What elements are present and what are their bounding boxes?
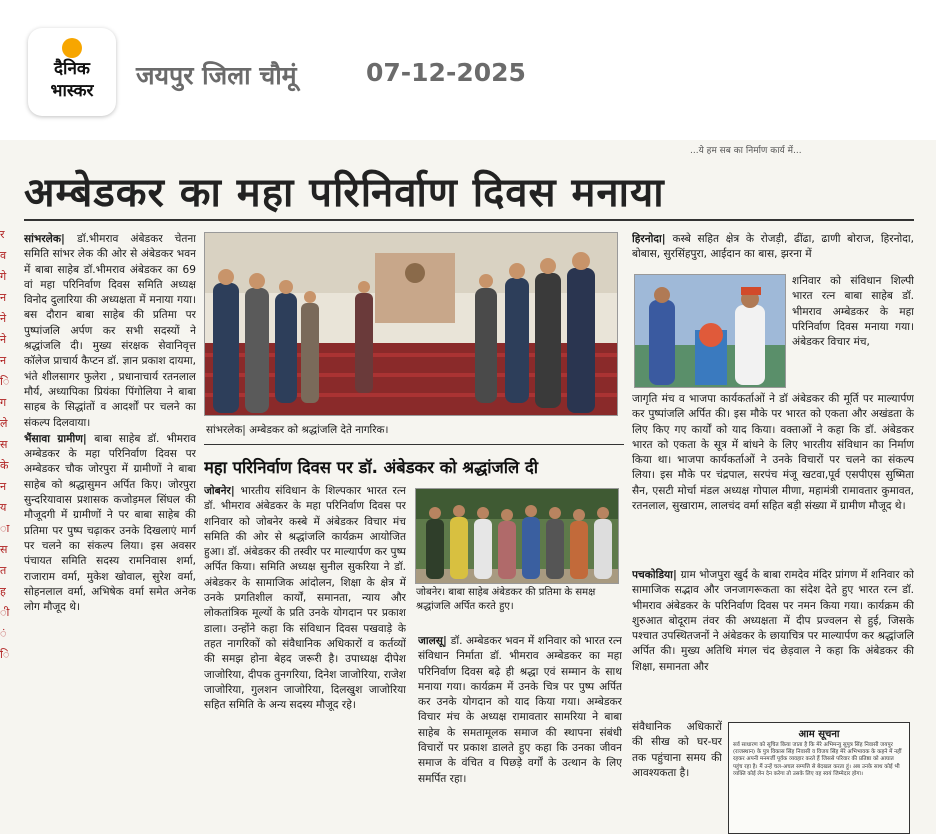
edition-location: जयपुर जिला चौमूं	[136, 61, 297, 90]
edge-letter: न	[0, 354, 7, 367]
app-header	[0, 0, 936, 140]
edge-letter: ह	[0, 585, 6, 598]
dateline: भैंसावा ग्रामीण	[24, 432, 83, 445]
hirnoda-report-side	[792, 274, 914, 392]
edge-letter: ग	[0, 396, 7, 409]
photo-jobner-tribute[interactable]	[415, 488, 619, 584]
cut-off-top-note: ...ये हम सब का निर्माण कार्य में...	[690, 146, 802, 156]
edge-letter: ने	[0, 333, 7, 346]
dateline: जोबनेर	[204, 485, 231, 497]
bhaisawa-report: भैंसावा ग्रामीण| बाबा साहेब डॉ. भीमराव अम्बेडकर के महा परिनिर्वाण दिवस पर अम्बेडकर चौक जोरपुरा में ग्रामीणों ने बाबा साहेब को श्रद्धासुमन अर्पित किए। जोरपुरा सुन्दरियावास प्रशासक कजोड़मल सिंघल की मौजूदगी में ग्रामीणों ने पर बाबा साहेब की प्रतिमा पर पुष्प चढ़ाकर उनके दिखलाएं मार्ग पर चलने का संकल्प लिया। इस अवसर पंचायत समिति सदस्य रामनिवास शर्मा, राजाराम वर्मा, मुकेश खोवाल, सुरेश वर्मा, सोहनलाल वर्मा, अभिषेक वर्मा समेत अनेक लोग मौजूद थे।	[24, 432, 196, 614]
report-text: बाबा साहेब डॉ. भीमराव अम्बेडकर के महा परिनिर्वाण दिवस पर अम्बेडकर चौक जोरपुरा में ग्रामीणों ने बाबा साहेब को श्रद्धासुमन अर्पित किए। जोरपुरा सुन्दरियावास प्रशासक कजोड़मल सिंघल की मौजूदगी में ग्रामीणों ने पर बाबा साहेब की प्रतिमा पर पुष्प चढ़ाकर उनके दिखलाएं मार्ग पर चलने का संकल्प लिया। इस अवसर पंचायत समिति सदस्य रामनिवास शर्मा, राजाराम वर्मा, मुकेश खोवाल, सुरेश वर्मा, सोहनलाल वर्मा, अभिषेक वर्मा समेत अनेक लोग मौजूद थे।	[24, 432, 196, 614]
group-photo-illustration	[205, 233, 618, 416]
dainik-bhaskar-logo[interactable]	[28, 28, 116, 116]
logo-text-line2: भास्कर	[50, 81, 94, 101]
edge-letter: न	[0, 480, 7, 493]
edge-letter: स	[0, 543, 8, 556]
logo-text-line1: दैनिक	[54, 59, 90, 79]
edge-letter: ले	[0, 417, 8, 430]
report-text: भारतीय संविधान के शिल्पकार भारत रत्न डॉ. भीमराव अंबेडकर के महा परिनिर्वाण दिवस पर शनिवार को जोबनेर कस्बे में अंबेडकर विचार मंच समिति की ओर से श्रद्धांजलि कार्यक्रम आयोजित हुआ। डॉ. अंबेडकर की तस्वीर पर माल्यार्पण कर पुष्प अर्पित किया। समिति अध्यक्ष सुनील सुकरिया ने डॉ. अंबेडकर के सामाजिक आंदोलन, शिक्षा के क्षेत्र में उनके प्रगतिशील कार्यों, समानता, न्याय और लोकतांत्रिक मूल्यों के प्रति उनके योगदान पर प्रकाश डाला। उन्होंने कहा कि संविधान दिवस पखवाड़े के तहत नागरिकों को संवैधानिक अधिकारों व कर्तव्यों की समझ होना बेहद जरूरी है। उपाध्यक्ष दीपेश जाजोरिया, दीपक तुनगरिया, दिनेश जाजोरिया, राजेश जाजोरिया, गुलशन जाजोरिया, दिलखुश जाजोरिया सहित समिति के अन्य सदस्य मौजूद रहे।	[204, 485, 406, 712]
hirnoda-report-body	[632, 392, 914, 568]
report-text: संवैधानिक अधिकारों की सीख को घर-घर तक पहुंचाना समय की आवश्यकता है।	[632, 721, 722, 779]
section-rule	[204, 444, 624, 445]
dateline: जालसू	[418, 635, 443, 647]
edge-letter: ी	[0, 606, 10, 619]
report-text: ग्राम भोजपुरा खुर्द के बाबा रामदेव मंदिर प्रांगण में शनिवार को सामाजिक सद्भाव और जनजागरूकता का संदेश देते हुए भारत रत्न डॉ. भीमराव अंबेडकर के परिनिर्वाण दिवस पर नमन किया गया। कार्यक्रम की शुरुआत बोदूराम तंवर की अध्यक्षता में दीप प्रज्वलन से हुई, जिसके पश्चात उपस्थितजनों ने अंबेडकर के छायाचित्र पर माल्यार्पण कर श्रद्धांजलि अर्पित की। मुख्य अतिथि मंगल चंद छेड़वाल ने कहा कि अंबेडकर की शिक्षा, समानता और	[632, 569, 914, 673]
edge-letter: र	[0, 228, 5, 241]
public-notice-box	[728, 722, 910, 834]
pachkodiya-report: पचकोडिया| ग्राम भोजपुरा खुर्द के बाबा रामदेव मंदिर प्रांगण में शनिवार को सामाजिक सद्भाव और जनजागरूकता का संदेश देते हुए भारत रत्न डॉ. भीमराव अंबेडकर के परिनिर्वाण दिवस पर नमन किया गया। कार्यक्रम की शुरुआत बोदूराम तंवर की अध्यक्षता में दीप प्रज्वलन से हुई, जिसके पश्चात उपस्थितजनों ने अंबेडकर के छायाचित्र पर माल्यार्पण कर श्रद्धांजलि अर्पित की। मुख्य अतिथि मंगल चंद छेड़वाल ने कहा कि अंबेडकर की शिक्षा, समानता और	[632, 569, 914, 673]
sub-headline: महा परिनिर्वाण दिवस पर डॉ. अंबेडकर को श्रद्धांजलि दी	[204, 458, 539, 477]
report-text: शनिवार को संविधान शिल्पी भारत रत्न बाबा साहेब डॉ. भीमराव अम्बेडकर के महा परिनिर्वाण दिवस मनाया गया। अंबेडकर विचार मंच,	[792, 275, 914, 349]
group-photo-illustration	[416, 489, 619, 584]
edge-letter: के	[0, 459, 9, 472]
jalsu-report: जालसू| डॉ. अम्बेडकर भवन में शनिवार को भारत रत्न संविधान निर्माता डॉ. भीमराव अम्बेडकर का महा परिनिर्वाण दिवस बढ़े ही श्रद्धा एवं सम्मान के साथ मनाया गया। कार्यक्रम में उनके चित्र पर पुष्प अर्पित कर उनके योगदान को याद किया गया। अम्बेडकर विचार मंच के अध्यक्ष रामावतार सामरिया ने बाबा साहेब के समतामूलक समाज की स्थापना संबंधी विचारों पर प्रकाश डालते हुए कहा कि उनका जीवन समाज के वंचित व पिछड़े वर्गों के उत्थान के लिए समर्पित रहा।	[418, 635, 622, 785]
edge-letter: ि	[0, 648, 10, 661]
report-text: डॉ.भीमराव अंबेडकर चेतना समिति सांभर लेक की ओर से अंबेडकर भवन में बाबा साहेब डॉ.भीमराव अंबेडकर का 69 वां महा परिनिर्वाण दिवस समिति अध्यक्ष विनोद दुलारिया की अध्यक्षता में मनाया गया।बस दौरान बाबा साहेब की प्रतिमा पर पुष्पांजलि अर्पण कर सभी सदस्यों ने श्रद्धांजलि दी। मुख्य संरक्षक सेवानिवृत्त कॉलेज प्राचार्य कैप्टन डॉ. ज्ञान प्रकाश दायमा, भंते शीलसागर फुलेरा , प्रधानाचार्य रतनलाल मौर्य, अध्यापिका प्रियंका पिंगोलिया ने बाबा साहब के सिद्धांतों व आदर्शों पर चलने का संकल्प दिलवाया।	[24, 233, 196, 429]
jobner-report: जोबनेर| भारतीय संविधान के शिल्पकार भारत रत्न डॉ. भीमराव अंबेडकर के महा परिनिर्वाण दिवस पर शनिवार को जोबनेर कस्बे में अंबेडकर विचार मंच समिति की ओर से श्रद्धांजलि कार्यक्रम आयोजित हुआ। डॉ. अंबेडकर की तस्वीर पर माल्यार्पण कर पुष्प अर्पित किया। समिति अध्यक्ष सुनील सुकरिया ने डॉ. अंबेडकर के सामाजिक आंदोलन, शिक्षा के क्षेत्र में उनके प्रगतिशील कार्यों, समानता, न्याय और लोकतांत्रिक मूल्यों के प्रति उनके योगदान पर प्रकाश डाला। उन्होंने कहा कि संविधान दिवस पखवाड़े के तहत नागरिकों को संवैधानिक अधिकारों व कर्तव्यों की समझ होना बेहद जरूरी है। उपाध्यक्ष दीपेश जाजोरिया, दीपक तुनगरिया, दिनेश जाजोरिया, राजेश जाजोरिया, गुलशन जाजोरिया, दिलखुश जाजोरिया सहित समिति के अन्य सदस्य मौजूद रहे।	[204, 485, 406, 712]
edge-letter: गे	[0, 270, 7, 283]
photo-sambhar-tribute[interactable]	[204, 232, 618, 416]
statue-photo-illustration	[635, 275, 786, 388]
dateline: सांभरलेक	[24, 233, 62, 245]
pachkodiya-report-end	[632, 720, 722, 830]
column-left	[24, 232, 196, 830]
edge-letter: व	[0, 249, 7, 262]
sambhar-report: सांभरलेक| डॉ.भीमराव अंबेडकर चेतना समिति सांभर लेक की ओर से अंबेडकर भवन में बाबा साहेब डॉ.भीमराव अंबेडकर का 69 वां महा परिनिर्वाण दिवस समिति अध्यक्ष विनोद दुलारिया की अध्यक्षता में मनाया गया।बस दौरान बाबा साहेब की प्रतिमा पर पुष्पांजलि अर्पण कर सभी सदस्यों ने श्रद्धांजलि दी। मुख्य संरक्षक सेवानिवृत्त कॉलेज प्राचार्य कैप्टन डॉ. ज्ञान प्रकाश दायमा, भंते शीलसागर फुलेरा , प्रधानाचार्य रतनलाल मौर्य, अध्यापिका प्रियंका पिंगोलिया ने बाबा साहब के सिद्धांतों व आदर्शों पर चलने का संकल्प दिलवाया।	[24, 233, 196, 429]
edge-letter: त	[0, 564, 7, 577]
edge-letter: ि	[0, 375, 10, 388]
hirnoda-report-intro: हिरनोदा| कस्बे सहित क्षेत्र के रोजड़ी, ढींढा, ढाणी बोराज, हिरनोदा, बोबास, सुरसिंहपुरा, आईदान का बास, झरना में	[632, 233, 914, 261]
headline-rule	[24, 219, 914, 221]
edition-date: 07-12-2025	[366, 58, 526, 87]
notice-title: आम सूचना	[798, 729, 840, 740]
photo-caption: सांभरलेक| अम्बेडकर को श्रद्धांजलि देते नागरिक।	[206, 424, 389, 436]
edge-letter: य	[0, 501, 7, 514]
edge-letter: ने	[0, 312, 7, 325]
cut-off-column-left	[0, 224, 12, 694]
notice-body: सर्व साधारण को सूचित किया जाता है कि मेरे अभिमन्यु सुपुत्र सिंह निवासी जयपुर (राजस्थान) के पुत्र विकास सिंह निवासी व विजय सिंह मेरे अभिभावक के कहने में नहीं रहकर अपनी मनमर्जी पूर्वक व्यवहार करते हैं जिससे परिवार की प्रतिष्ठा को आघात पहुंच रहा है। मैं उन्हें चल-अचल सम्पत्ति से बेदखल करता हूं। अब उनके साथ कोई भी व्यक्ति कोई लेन देन करेगा तो उसके लिए वह स्वयं जिम्मेदार होगा।	[733, 742, 902, 777]
report-text: डॉ. अम्बेडकर भवन में शनिवार को भारत रत्न संविधान निर्माता डॉ. भीमराव अम्बेडकर का महा परिनिर्वाण दिवस बढ़े ही श्रद्धा एवं सम्मान के साथ मनाया गया। कार्यक्रम में उनके चित्र पर पुष्प अर्पित कर उनके योगदान को याद किया गया। अम्बेडकर विचार मंच के अध्यक्ष रामावतार सामरिया ने बाबा साहेब के समतामूलक समाज की स्थापना संबंधी विचारों पर प्रकाश डालते हुए कहा कि उनका जीवन समाज के वंचित व पिछड़े वर्गों के उत्थान के लिए समर्पित रहा।	[418, 635, 622, 785]
edge-letter: ा	[0, 522, 10, 535]
edge-letter: स	[0, 438, 8, 451]
main-headline: अम्बेडकर का महा परिनिर्वाण दिवस मनाया	[24, 169, 665, 216]
dateline: हिरनोदा	[632, 233, 662, 245]
dateline: पचकोडिया	[632, 569, 673, 581]
photo-caption: जोबनेर। बाबा साहेब अंबेडकर की प्रतिमा के समक्ष श्रद्धांजलि अर्पित करते हुए।	[416, 587, 596, 612]
edge-letter: न	[0, 291, 7, 304]
edge-letter: ं	[0, 627, 7, 640]
report-text: जागृति मंच व भाजपा कार्यकर्ताओं ने डॉ अंबेडकर की मूर्ति पर माल्यार्पण कर पुष्पांजलि अर्पित की। इस मौके पर भारत को एकता और अखंडता के लिए किए गए कार्यों को याद किया। वक्ताओं ने कहा कि डॉ. अंबेडकर भारत को एकता के सूत्र में बांधने के लिए भारतीय संविधान का निर्माण किया था। भाजपा कार्यकर्ताओं ने उनके विचारों पर चलने का संकल्प लिया। इस मौके पर चंद्रपाल, सरपंच मंजू खटवा,पूर्व एसपीएस सुष्मिता सैन, एसटी मोर्चा मंडल अध्यक्ष गोपाल मीणा, महामंत्री रामावतार कुमावत, रतनलाल, सुखाराम, लालचंद वर्मा सहित बड़ी संख्या में ग्रामीण मौजूद थे।	[632, 393, 914, 513]
report-text: कस्बे सहित क्षेत्र के रोजड़ी, ढींढा, ढाणी बोराज, हिरनोदा, बोबास, सुरसिंहपुरा, आईदान का बास, झरना में	[632, 233, 914, 261]
sun-icon	[62, 38, 82, 58]
photo-hirnoda-statue[interactable]	[634, 274, 786, 388]
